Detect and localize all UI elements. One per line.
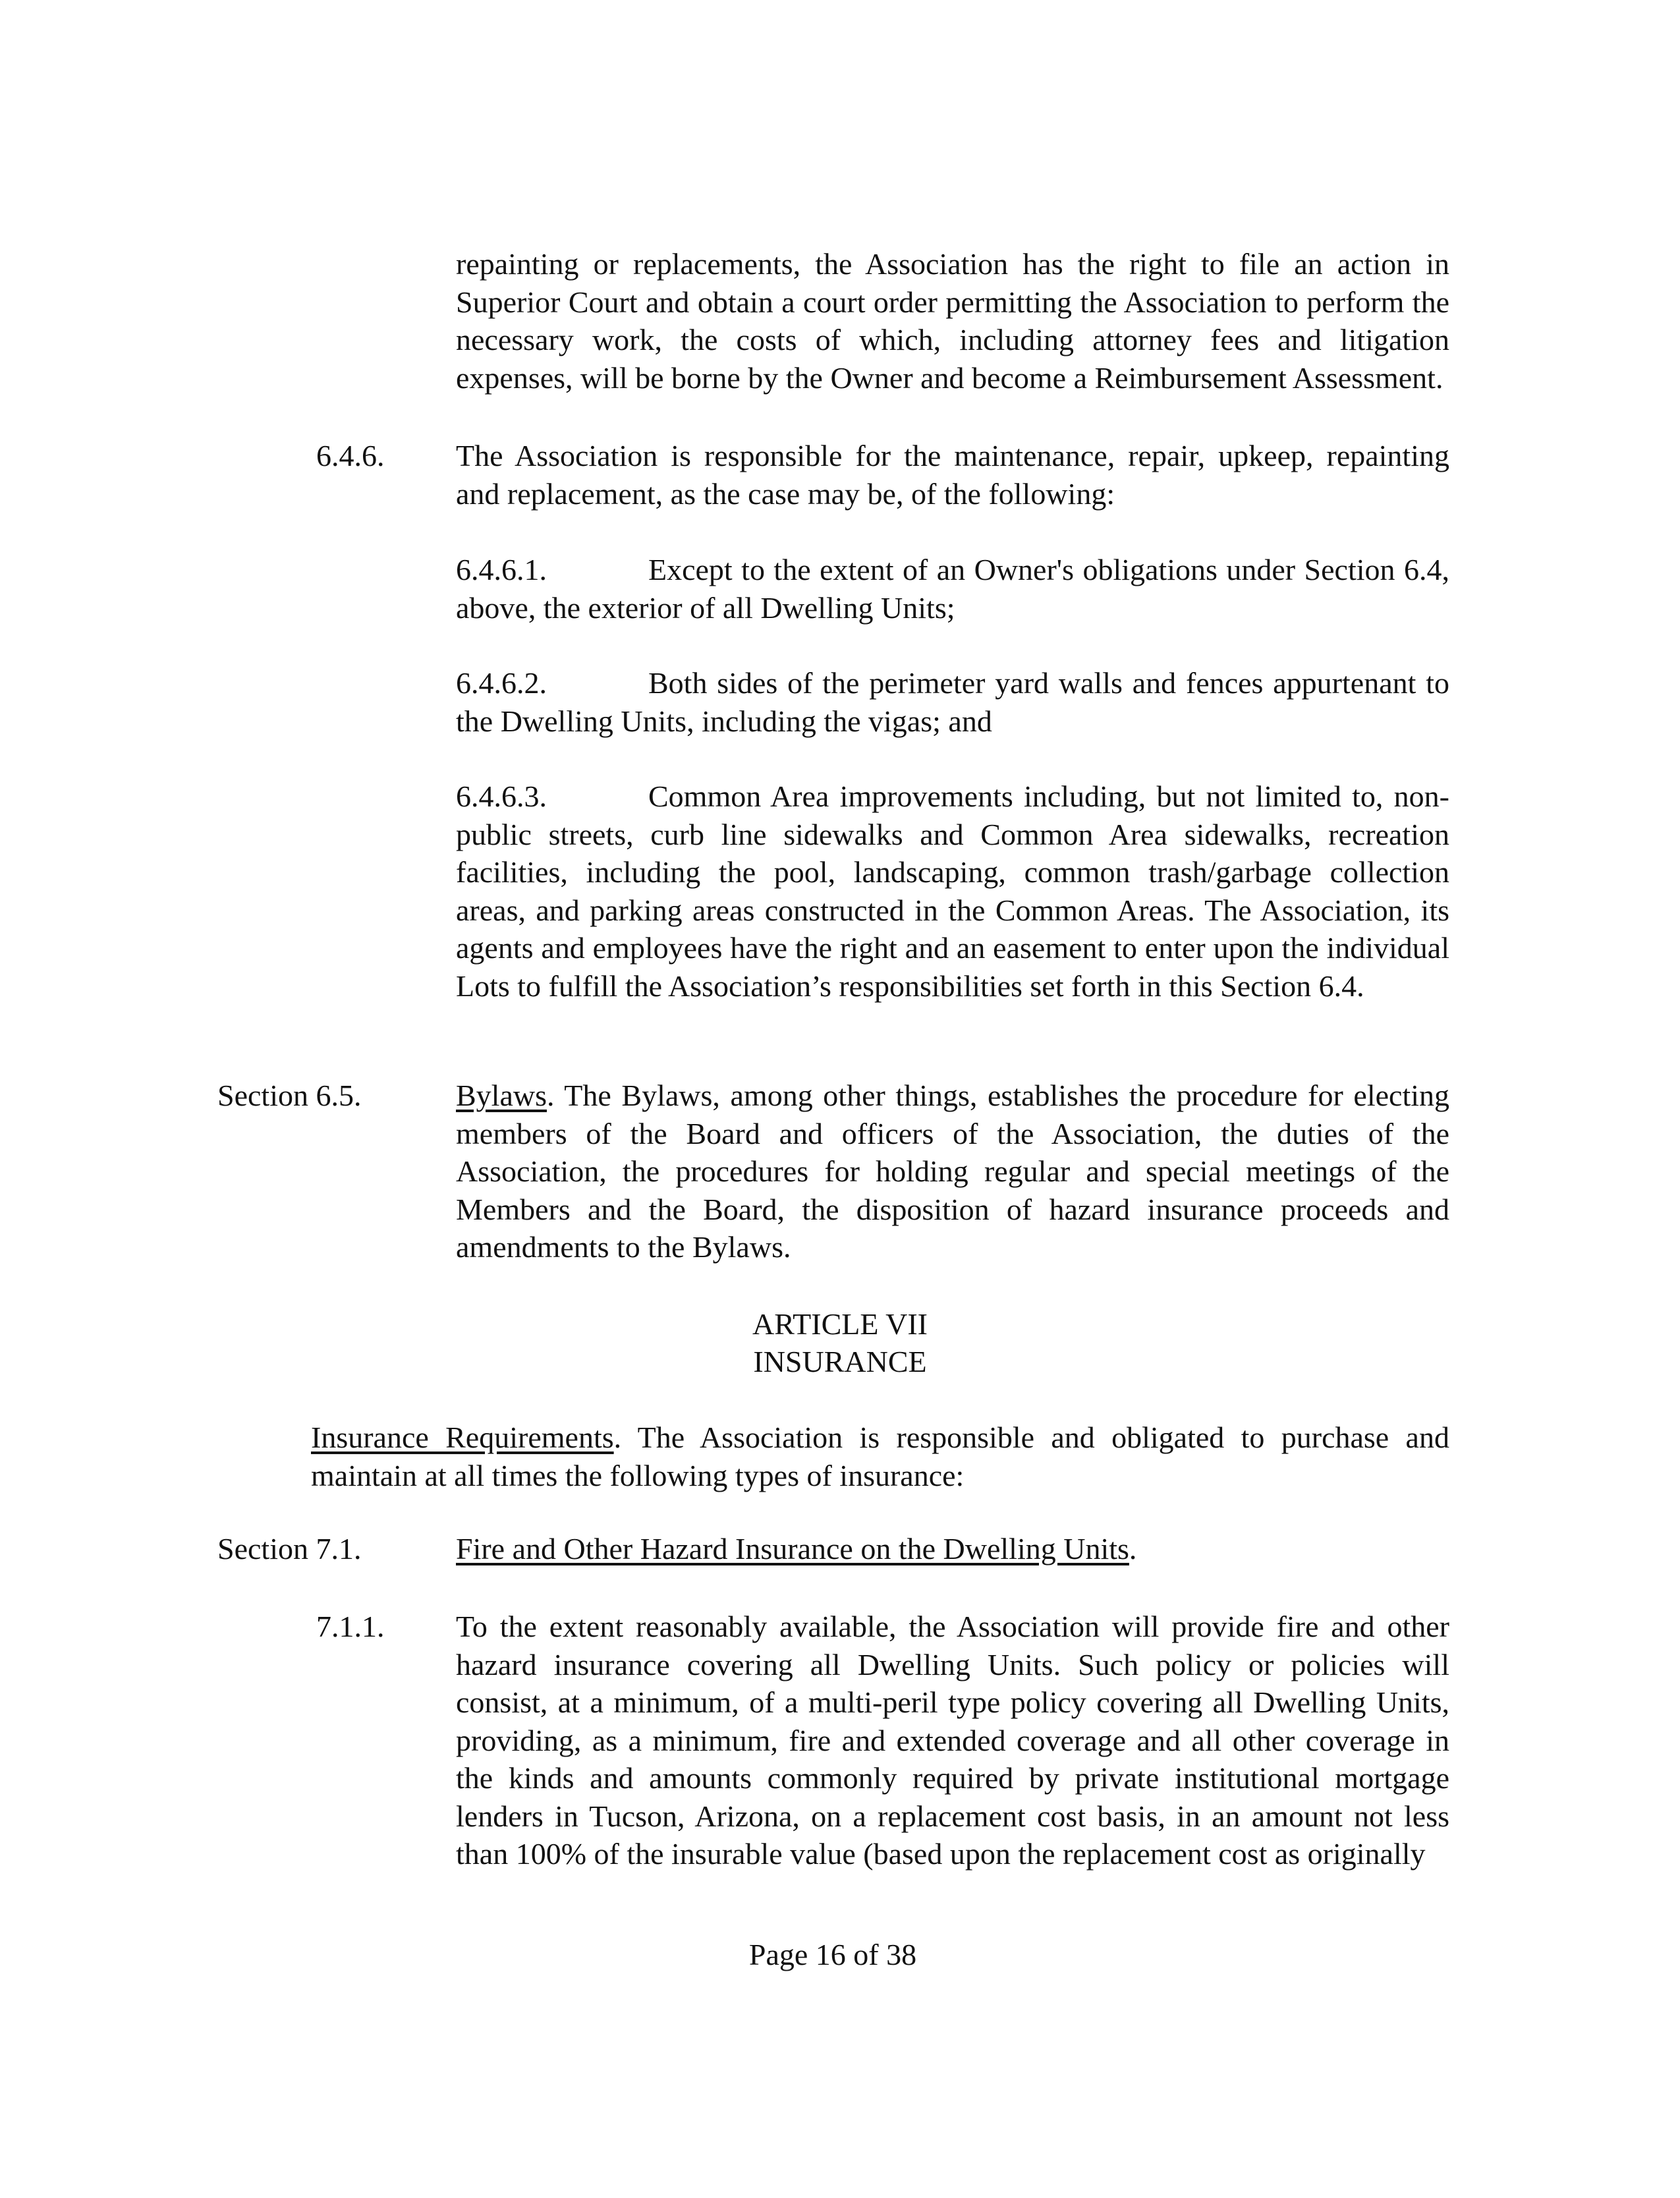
insurance-intro bbox=[311, 1419, 1449, 1494]
section-7-1-1-text: To the extent reasonably available, the Association will provide fire and other hazard insurance covering all Dwelling Units. Such policy or policies will consist, at a minimum, of a multi-peril type policy covering all Dwelling Units, providing, as a minimum, fire and extended coverage and all other coverage in the kinds and amounts commonly required by private institutional mortgage lenders in Tucson, Arizona, on a replacement cost basis, in an amount not less than 100% of the insurable value (based upon the replacement cost as originally bbox=[456, 1610, 1449, 1871]
section-6-4-6-3-number: 6.4.6.3. bbox=[456, 779, 547, 813]
bylaws-heading: Bylaws bbox=[456, 1079, 547, 1112]
section-6-4-6-text: The Association is responsible for the maintenance, repair, upkeep, repainting and replacement, as the case may be, of the following: bbox=[456, 439, 1449, 511]
bylaws-body: . The Bylaws, among other things, establishes the procedure for electing members of the Board and officers of the Association, the duties of the Association, the procedures for holding regular and special meetings of the Members and the Board, the disposition of hazard insurance proceeds and amendments to the Bylaws. bbox=[456, 1079, 1449, 1264]
section-6-5-label: Section 6.5. bbox=[217, 1079, 362, 1112]
article-number: ARTICLE VII bbox=[752, 1307, 928, 1341]
section-6-4-6-3-text: Common Area improvements including, but not limited to, non-public streets, curb line sidewalks and Common Area sidewalks, recreation facilities, including the pool, landscaping, common trash/garbage collection areas, and parking areas constructed in the Common Areas. The Association, its agents and employees have the right and an easement to enter upon the individual Lots to fulfill the Association’s responsibilities set forth in this Section 6.4. bbox=[456, 779, 1449, 1003]
section-6-4-6-2 bbox=[456, 664, 1449, 740]
fire-hazard-insurance-heading: Fire and Other Hazard Insurance on the Dwelling Units bbox=[456, 1532, 1129, 1565]
article-title: INSURANCE bbox=[753, 1345, 927, 1378]
section-6-4-6-1 bbox=[456, 551, 1449, 627]
insurance-requirements-heading: Insurance Requirements bbox=[311, 1421, 614, 1454]
page-number-footer: Page 16 of 38 bbox=[748, 1938, 917, 1971]
section-6-4-6-2-text: Both sides of the perimeter yard walls and fences appurtenant to the Dwelling Units, including the vigas; and bbox=[456, 666, 1449, 738]
continuation-paragraph: repainting or replacements, the Association has the right to file an action in Superior Court and obtain a court order permitting the Association to perform the necessary work, the costs of which, including attorney fees and litigation expenses, will be borne by the Owner and become a Reimbursement Assessment. bbox=[456, 247, 1449, 395]
section-6-5-text bbox=[456, 1077, 1449, 1266]
section-6-4-6-number: 6.4.6. bbox=[316, 439, 385, 472]
section-7-1-heading bbox=[456, 1530, 1449, 1568]
section-7-1-heading-end: . bbox=[1129, 1532, 1137, 1565]
section-6-4-6-1-number: 6.4.6.1. bbox=[456, 553, 547, 586]
section-6-4-6-3 bbox=[456, 777, 1449, 1005]
insurance-intro-body: . The Association is responsible and obligated to purchase and maintain at all times the following types of insurance: bbox=[311, 1421, 1449, 1492]
section-7-1-label: Section 7.1. bbox=[217, 1532, 362, 1565]
section-7-1-1-number: 7.1.1. bbox=[316, 1610, 385, 1643]
section-6-4-6-1-text: Except to the extent of an Owner's obligations under Section 6.4, above, the exterior of all Dwelling Units; bbox=[456, 553, 1449, 625]
section-6-4-6-2-number: 6.4.6.2. bbox=[456, 666, 547, 700]
